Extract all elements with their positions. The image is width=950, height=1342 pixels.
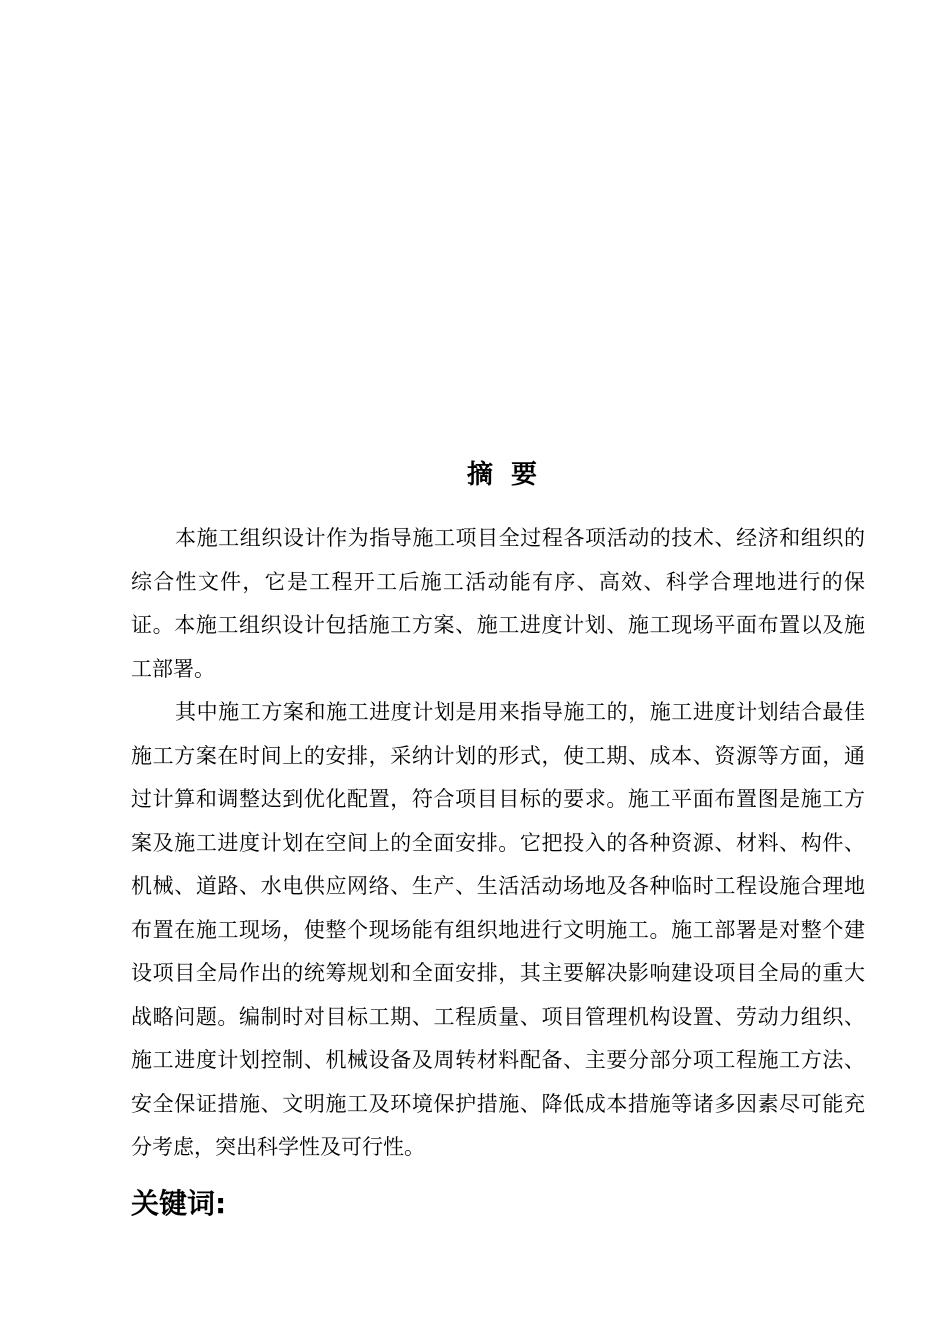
keywords-label: 关键词: (131, 1187, 227, 1220)
abstract-paragraph-1: 本施工组织设计作为指导施工项目全过程各项活动的技术、经济和组织的综合性文件，它是工程开工后施工活动能有序、高效、科学合理地进行的保证。本施工组织设计包括施工方案、施工进度计划、施工现场平面布置以及施工部署。 (131, 526, 865, 681)
abstract-paragraph-2: 其中施工方案和施工进度计划是用来指导施工的，施工进度计划结合最佳施工方案在时间上的安排，采纳计划的形式，使工期、成本、资源等方面，通过计算和调整达到优化配置，符合项目目标的要求。施工平面布置图是施工方案及施工进度计划在空间上的全面安排。它把投入的各种资源、材料、构件、机械、道路、水电供应网络、生产、生活活动场地及各种临时工程设施合理地布置在施工现场，使整个现场能有组织地进行文明施工。施工部署是对整个建设项目全局作出的统筹规划和全面安排，其主要解决影响建设项目全局的重大战略问题。编制时对目标工期、工程质量、项目管理机构设置、劳动力组织、施工进度计划控制、机械设备及周转材料配备、主要分部分项工程施工方法、安全保证措施、文明施工及环境保护措施、降低成本措施等诸多因素尽可能充分考虑，突出科学性及可行性。 (131, 700, 865, 1159)
abstract-body (131, 517, 865, 1170)
abstract-heading: 摘 要 (466, 460, 538, 490)
